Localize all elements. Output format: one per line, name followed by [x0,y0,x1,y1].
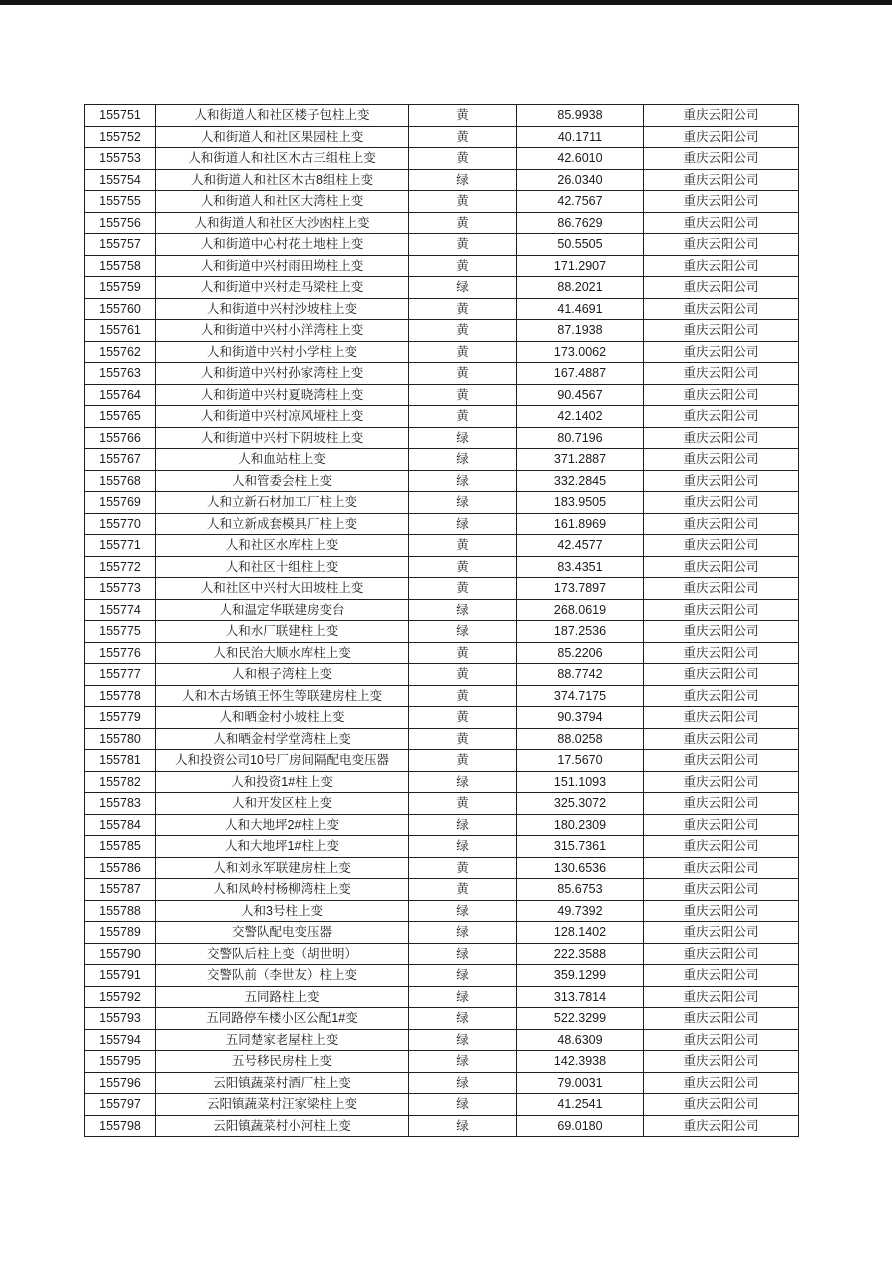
cell-capacity-value: 42.4577 [517,535,644,557]
cell-record-id: 155794 [85,1029,156,1051]
cell-status-color: 黄 [409,664,517,686]
cell-status-color: 绿 [409,513,517,535]
cell-company-name: 重庆云阳公司 [644,255,799,277]
cell-status-color: 黄 [409,255,517,277]
cell-capacity-value: 173.7897 [517,578,644,600]
table-row [85,879,799,901]
cell-company-name: 重庆云阳公司 [644,857,799,879]
cell-device-name: 人和街道中心村花土地柱上变 [156,234,409,256]
cell-company-name: 重庆云阳公司 [644,1008,799,1030]
cell-status-color: 黄 [409,793,517,815]
cell-company-name: 重庆云阳公司 [644,685,799,707]
cell-status-color: 黄 [409,363,517,385]
cell-status-color: 黄 [409,191,517,213]
table-row [85,191,799,213]
table-row [85,1115,799,1137]
table-row [85,728,799,750]
cell-capacity-value: 167.4887 [517,363,644,385]
cell-status-color: 绿 [409,1072,517,1094]
cell-record-id: 155789 [85,922,156,944]
table-row [85,406,799,428]
cell-device-name: 人和管委会柱上变 [156,470,409,492]
cell-status-color: 绿 [409,1029,517,1051]
table-body [85,105,799,1137]
cell-status-color: 绿 [409,771,517,793]
cell-record-id: 155785 [85,836,156,858]
cell-record-id: 155756 [85,212,156,234]
table-row [85,621,799,643]
cell-company-name: 重庆云阳公司 [644,126,799,148]
cell-record-id: 155753 [85,148,156,170]
cell-capacity-value: 187.2536 [517,621,644,643]
cell-status-color: 黄 [409,750,517,772]
cell-device-name: 人和水厂联建柱上变 [156,621,409,643]
cell-status-color: 绿 [409,922,517,944]
cell-device-name: 人和大地坪1#柱上变 [156,836,409,858]
cell-status-color: 黄 [409,126,517,148]
table-row [85,556,799,578]
table-row [85,449,799,471]
cell-status-color: 黄 [409,212,517,234]
cell-company-name: 重庆云阳公司 [644,384,799,406]
cell-device-name: 人和大地坪2#柱上变 [156,814,409,836]
cell-record-id: 155784 [85,814,156,836]
cell-capacity-value: 69.0180 [517,1115,644,1137]
cell-record-id: 155765 [85,406,156,428]
cell-device-name: 人和街道人和社区大湾柱上变 [156,191,409,213]
cell-status-color: 绿 [409,1115,517,1137]
table-row [85,771,799,793]
cell-capacity-value: 151.1093 [517,771,644,793]
cell-status-color: 绿 [409,492,517,514]
cell-capacity-value: 130.6536 [517,857,644,879]
cell-company-name: 重庆云阳公司 [644,771,799,793]
cell-device-name: 人和投资1#柱上变 [156,771,409,793]
table-row [85,750,799,772]
cell-company-name: 重庆云阳公司 [644,750,799,772]
cell-capacity-value: 332.2845 [517,470,644,492]
cell-company-name: 重庆云阳公司 [644,556,799,578]
table-row [85,664,799,686]
cell-device-name: 交警队前（李世友）柱上变 [156,965,409,987]
cell-device-name: 人和街道中兴村雨田坳柱上变 [156,255,409,277]
cell-record-id: 155772 [85,556,156,578]
table-row [85,836,799,858]
cell-capacity-value: 522.3299 [517,1008,644,1030]
cell-company-name: 重庆云阳公司 [644,814,799,836]
cell-capacity-value: 26.0340 [517,169,644,191]
cell-company-name: 重庆云阳公司 [644,470,799,492]
cell-capacity-value: 17.5670 [517,750,644,772]
table-row [85,234,799,256]
cell-capacity-value: 40.1711 [517,126,644,148]
cell-device-name: 人和刘永军联建房柱上变 [156,857,409,879]
cell-company-name: 重庆云阳公司 [644,535,799,557]
cell-device-name: 人和街道中兴村小洋湾柱上变 [156,320,409,342]
table-row [85,943,799,965]
table-row [85,642,799,664]
cell-record-id: 155792 [85,986,156,1008]
cell-company-name: 重庆云阳公司 [644,341,799,363]
cell-capacity-value: 86.7629 [517,212,644,234]
cell-record-id: 155751 [85,105,156,127]
cell-status-color: 黄 [409,384,517,406]
cell-status-color: 黄 [409,578,517,600]
cell-status-color: 绿 [409,900,517,922]
cell-capacity-value: 41.4691 [517,298,644,320]
cell-company-name: 重庆云阳公司 [644,406,799,428]
table-row [85,320,799,342]
table-row [85,707,799,729]
cell-status-color: 黄 [409,556,517,578]
cell-capacity-value: 374.7175 [517,685,644,707]
cell-record-id: 155763 [85,363,156,385]
cell-device-name: 五同楚家老屋柱上变 [156,1029,409,1051]
table-row [85,384,799,406]
table-row [85,363,799,385]
table-row [85,1094,799,1116]
table-row [85,148,799,170]
cell-company-name: 重庆云阳公司 [644,492,799,514]
cell-capacity-value: 42.1402 [517,406,644,428]
cell-device-name: 人和街道人和社区大沙凼柱上变 [156,212,409,234]
table-row [85,169,799,191]
table-row [85,578,799,600]
cell-status-color: 绿 [409,1094,517,1116]
cell-status-color: 黄 [409,105,517,127]
cell-status-color: 绿 [409,169,517,191]
cell-capacity-value: 371.2887 [517,449,644,471]
table-row [85,126,799,148]
cell-capacity-value: 359.1299 [517,965,644,987]
cell-status-color: 黄 [409,320,517,342]
cell-record-id: 155759 [85,277,156,299]
cell-record-id: 155779 [85,707,156,729]
cell-record-id: 155790 [85,943,156,965]
cell-company-name: 重庆云阳公司 [644,148,799,170]
table-row [85,492,799,514]
cell-company-name: 重庆云阳公司 [644,1072,799,1094]
cell-capacity-value: 50.5505 [517,234,644,256]
cell-device-name: 人和街道中兴村小学柱上变 [156,341,409,363]
cell-status-color: 黄 [409,685,517,707]
cell-status-color: 黄 [409,298,517,320]
cell-company-name: 重庆云阳公司 [644,277,799,299]
page-top-edge [0,0,892,5]
cell-capacity-value: 49.7392 [517,900,644,922]
cell-company-name: 重庆云阳公司 [644,169,799,191]
cell-capacity-value: 88.7742 [517,664,644,686]
cell-status-color: 绿 [409,943,517,965]
cell-record-id: 155776 [85,642,156,664]
cell-record-id: 155783 [85,793,156,815]
cell-record-id: 155775 [85,621,156,643]
cell-capacity-value: 161.8969 [517,513,644,535]
cell-capacity-value: 171.2907 [517,255,644,277]
cell-device-name: 人和投资公司10号厂房间隔配电变压器 [156,750,409,772]
cell-record-id: 155791 [85,965,156,987]
cell-device-name: 人和3号柱上变 [156,900,409,922]
cell-status-color: 绿 [409,986,517,1008]
cell-record-id: 155760 [85,298,156,320]
table-row [85,513,799,535]
cell-device-name: 人和社区中兴村大田坡柱上变 [156,578,409,600]
cell-company-name: 重庆云阳公司 [644,793,799,815]
cell-company-name: 重庆云阳公司 [644,320,799,342]
cell-status-color: 黄 [409,148,517,170]
cell-capacity-value: 41.2541 [517,1094,644,1116]
cell-device-name: 人和街道中兴村沙坡柱上变 [156,298,409,320]
cell-capacity-value: 87.1938 [517,320,644,342]
cell-device-name: 人和街道人和社区木古三组柱上变 [156,148,409,170]
cell-company-name: 重庆云阳公司 [644,363,799,385]
table-row [85,212,799,234]
cell-record-id: 155795 [85,1051,156,1073]
cell-device-name: 人和凤岭村杨柳湾柱上变 [156,879,409,901]
cell-company-name: 重庆云阳公司 [644,664,799,686]
cell-record-id: 155771 [85,535,156,557]
cell-company-name: 重庆云阳公司 [644,1029,799,1051]
cell-device-name: 人和社区十组柱上变 [156,556,409,578]
cell-capacity-value: 42.6010 [517,148,644,170]
table-row [85,1029,799,1051]
cell-capacity-value: 222.3588 [517,943,644,965]
cell-capacity-value: 83.4351 [517,556,644,578]
cell-device-name: 人和晒金村小坡柱上变 [156,707,409,729]
cell-record-id: 155762 [85,341,156,363]
cell-company-name: 重庆云阳公司 [644,578,799,600]
cell-status-color: 黄 [409,406,517,428]
cell-status-color: 绿 [409,277,517,299]
cell-record-id: 155786 [85,857,156,879]
cell-device-name: 人和血站柱上变 [156,449,409,471]
cell-device-name: 人和街道中兴村凉风垭柱上变 [156,406,409,428]
cell-record-id: 155774 [85,599,156,621]
cell-capacity-value: 268.0619 [517,599,644,621]
cell-status-color: 黄 [409,707,517,729]
cell-device-name: 人和木古场镇王怀生等联建房柱上变 [156,685,409,707]
cell-record-id: 155780 [85,728,156,750]
cell-company-name: 重庆云阳公司 [644,105,799,127]
cell-capacity-value: 85.2206 [517,642,644,664]
cell-device-name: 人和街道中兴村夏晓湾柱上变 [156,384,409,406]
table-row [85,793,799,815]
cell-status-color: 黄 [409,234,517,256]
cell-device-name: 五号移民房柱上变 [156,1051,409,1073]
cell-record-id: 155788 [85,900,156,922]
table-row [85,685,799,707]
cell-record-id: 155793 [85,1008,156,1030]
cell-record-id: 155787 [85,879,156,901]
cell-record-id: 155758 [85,255,156,277]
cell-capacity-value: 48.6309 [517,1029,644,1051]
cell-record-id: 155777 [85,664,156,686]
cell-capacity-value: 183.9505 [517,492,644,514]
cell-record-id: 155757 [85,234,156,256]
cell-company-name: 重庆云阳公司 [644,621,799,643]
cell-status-color: 黄 [409,341,517,363]
cell-device-name: 人和温定华联建房变台 [156,599,409,621]
cell-device-name: 人和街道中兴村下阴坡柱上变 [156,427,409,449]
table-row [85,900,799,922]
cell-capacity-value: 90.3794 [517,707,644,729]
cell-company-name: 重庆云阳公司 [644,599,799,621]
cell-company-name: 重庆云阳公司 [644,707,799,729]
cell-status-color: 绿 [409,470,517,492]
cell-capacity-value: 142.3938 [517,1051,644,1073]
cell-capacity-value: 128.1402 [517,922,644,944]
cell-record-id: 155764 [85,384,156,406]
cell-device-name: 人和晒金村学堂湾柱上变 [156,728,409,750]
cell-record-id: 155781 [85,750,156,772]
cell-company-name: 重庆云阳公司 [644,513,799,535]
cell-status-color: 黄 [409,879,517,901]
cell-company-name: 重庆云阳公司 [644,728,799,750]
cell-company-name: 重庆云阳公司 [644,1051,799,1073]
table-row [85,277,799,299]
cell-company-name: 重庆云阳公司 [644,986,799,1008]
table-row [85,427,799,449]
cell-status-color: 绿 [409,1051,517,1073]
cell-record-id: 155767 [85,449,156,471]
cell-status-color: 绿 [409,599,517,621]
table-row [85,341,799,363]
cell-status-color: 绿 [409,836,517,858]
table-row [85,105,799,127]
cell-device-name: 交警队配电变压器 [156,922,409,944]
table-row [85,1051,799,1073]
cell-capacity-value: 90.4567 [517,384,644,406]
cell-company-name: 重庆云阳公司 [644,900,799,922]
cell-status-color: 黄 [409,728,517,750]
cell-record-id: 155773 [85,578,156,600]
cell-device-name: 交警队后柱上变（胡世明） [156,943,409,965]
cell-capacity-value: 315.7361 [517,836,644,858]
table-row [85,814,799,836]
cell-record-id: 155797 [85,1094,156,1116]
cell-company-name: 重庆云阳公司 [644,1115,799,1137]
cell-capacity-value: 88.2021 [517,277,644,299]
cell-status-color: 黄 [409,535,517,557]
table-row [85,965,799,987]
cell-capacity-value: 173.0062 [517,341,644,363]
cell-company-name: 重庆云阳公司 [644,943,799,965]
cell-capacity-value: 85.9938 [517,105,644,127]
cell-status-color: 绿 [409,1008,517,1030]
cell-status-color: 绿 [409,814,517,836]
cell-record-id: 155766 [85,427,156,449]
cell-device-name: 五同路停车楼小区公配1#变 [156,1008,409,1030]
cell-record-id: 155770 [85,513,156,535]
cell-device-name: 人和立新石材加工厂柱上变 [156,492,409,514]
cell-device-name: 人和社区水库柱上变 [156,535,409,557]
cell-record-id: 155782 [85,771,156,793]
cell-record-id: 155761 [85,320,156,342]
cell-capacity-value: 180.2309 [517,814,644,836]
cell-company-name: 重庆云阳公司 [644,642,799,664]
table-row [85,1008,799,1030]
cell-company-name: 重庆云阳公司 [644,879,799,901]
table-row [85,535,799,557]
cell-record-id: 155769 [85,492,156,514]
cell-device-name: 云阳镇蔬菜村小河柱上变 [156,1115,409,1137]
cell-company-name: 重庆云阳公司 [644,191,799,213]
cell-company-name: 重庆云阳公司 [644,234,799,256]
table-row [85,599,799,621]
cell-company-name: 重庆云阳公司 [644,1094,799,1116]
table-row [85,986,799,1008]
cell-record-id: 155768 [85,470,156,492]
cell-company-name: 重庆云阳公司 [644,212,799,234]
cell-capacity-value: 88.0258 [517,728,644,750]
table-row [85,922,799,944]
cell-capacity-value: 85.6753 [517,879,644,901]
cell-record-id: 155752 [85,126,156,148]
cell-record-id: 155778 [85,685,156,707]
cell-capacity-value: 42.7567 [517,191,644,213]
transformer-record-table [84,104,799,1137]
cell-capacity-value: 325.3072 [517,793,644,815]
cell-record-id: 155754 [85,169,156,191]
table-row [85,857,799,879]
cell-device-name: 人和街道中兴村孙家湾柱上变 [156,363,409,385]
cell-status-color: 黄 [409,642,517,664]
cell-record-id: 155798 [85,1115,156,1137]
cell-device-name: 人和开发区柱上变 [156,793,409,815]
cell-device-name: 人和民治大顺水库柱上变 [156,642,409,664]
cell-status-color: 绿 [409,965,517,987]
cell-device-name: 人和根子湾柱上变 [156,664,409,686]
cell-device-name: 人和街道人和社区果园柱上变 [156,126,409,148]
table-row [85,470,799,492]
table-row [85,1072,799,1094]
cell-company-name: 重庆云阳公司 [644,836,799,858]
cell-capacity-value: 79.0031 [517,1072,644,1094]
cell-device-name: 人和立新成套模具厂柱上变 [156,513,409,535]
cell-status-color: 绿 [409,427,517,449]
table-row [85,255,799,277]
cell-company-name: 重庆云阳公司 [644,922,799,944]
cell-company-name: 重庆云阳公司 [644,965,799,987]
cell-status-color: 绿 [409,621,517,643]
cell-company-name: 重庆云阳公司 [644,449,799,471]
cell-status-color: 黄 [409,857,517,879]
cell-device-name: 人和街道人和社区木古8组柱上变 [156,169,409,191]
cell-device-name: 人和街道中兴村走马梁柱上变 [156,277,409,299]
cell-company-name: 重庆云阳公司 [644,427,799,449]
cell-capacity-value: 313.7814 [517,986,644,1008]
cell-record-id: 155796 [85,1072,156,1094]
cell-device-name: 云阳镇蔬菜村酒厂柱上变 [156,1072,409,1094]
cell-device-name: 人和街道人和社区楼子包柱上变 [156,105,409,127]
cell-record-id: 155755 [85,191,156,213]
cell-capacity-value: 80.7196 [517,427,644,449]
table-row [85,298,799,320]
cell-device-name: 五同路柱上变 [156,986,409,1008]
cell-company-name: 重庆云阳公司 [644,298,799,320]
cell-status-color: 绿 [409,449,517,471]
cell-device-name: 云阳镇蔬菜村汪家梁柱上变 [156,1094,409,1116]
